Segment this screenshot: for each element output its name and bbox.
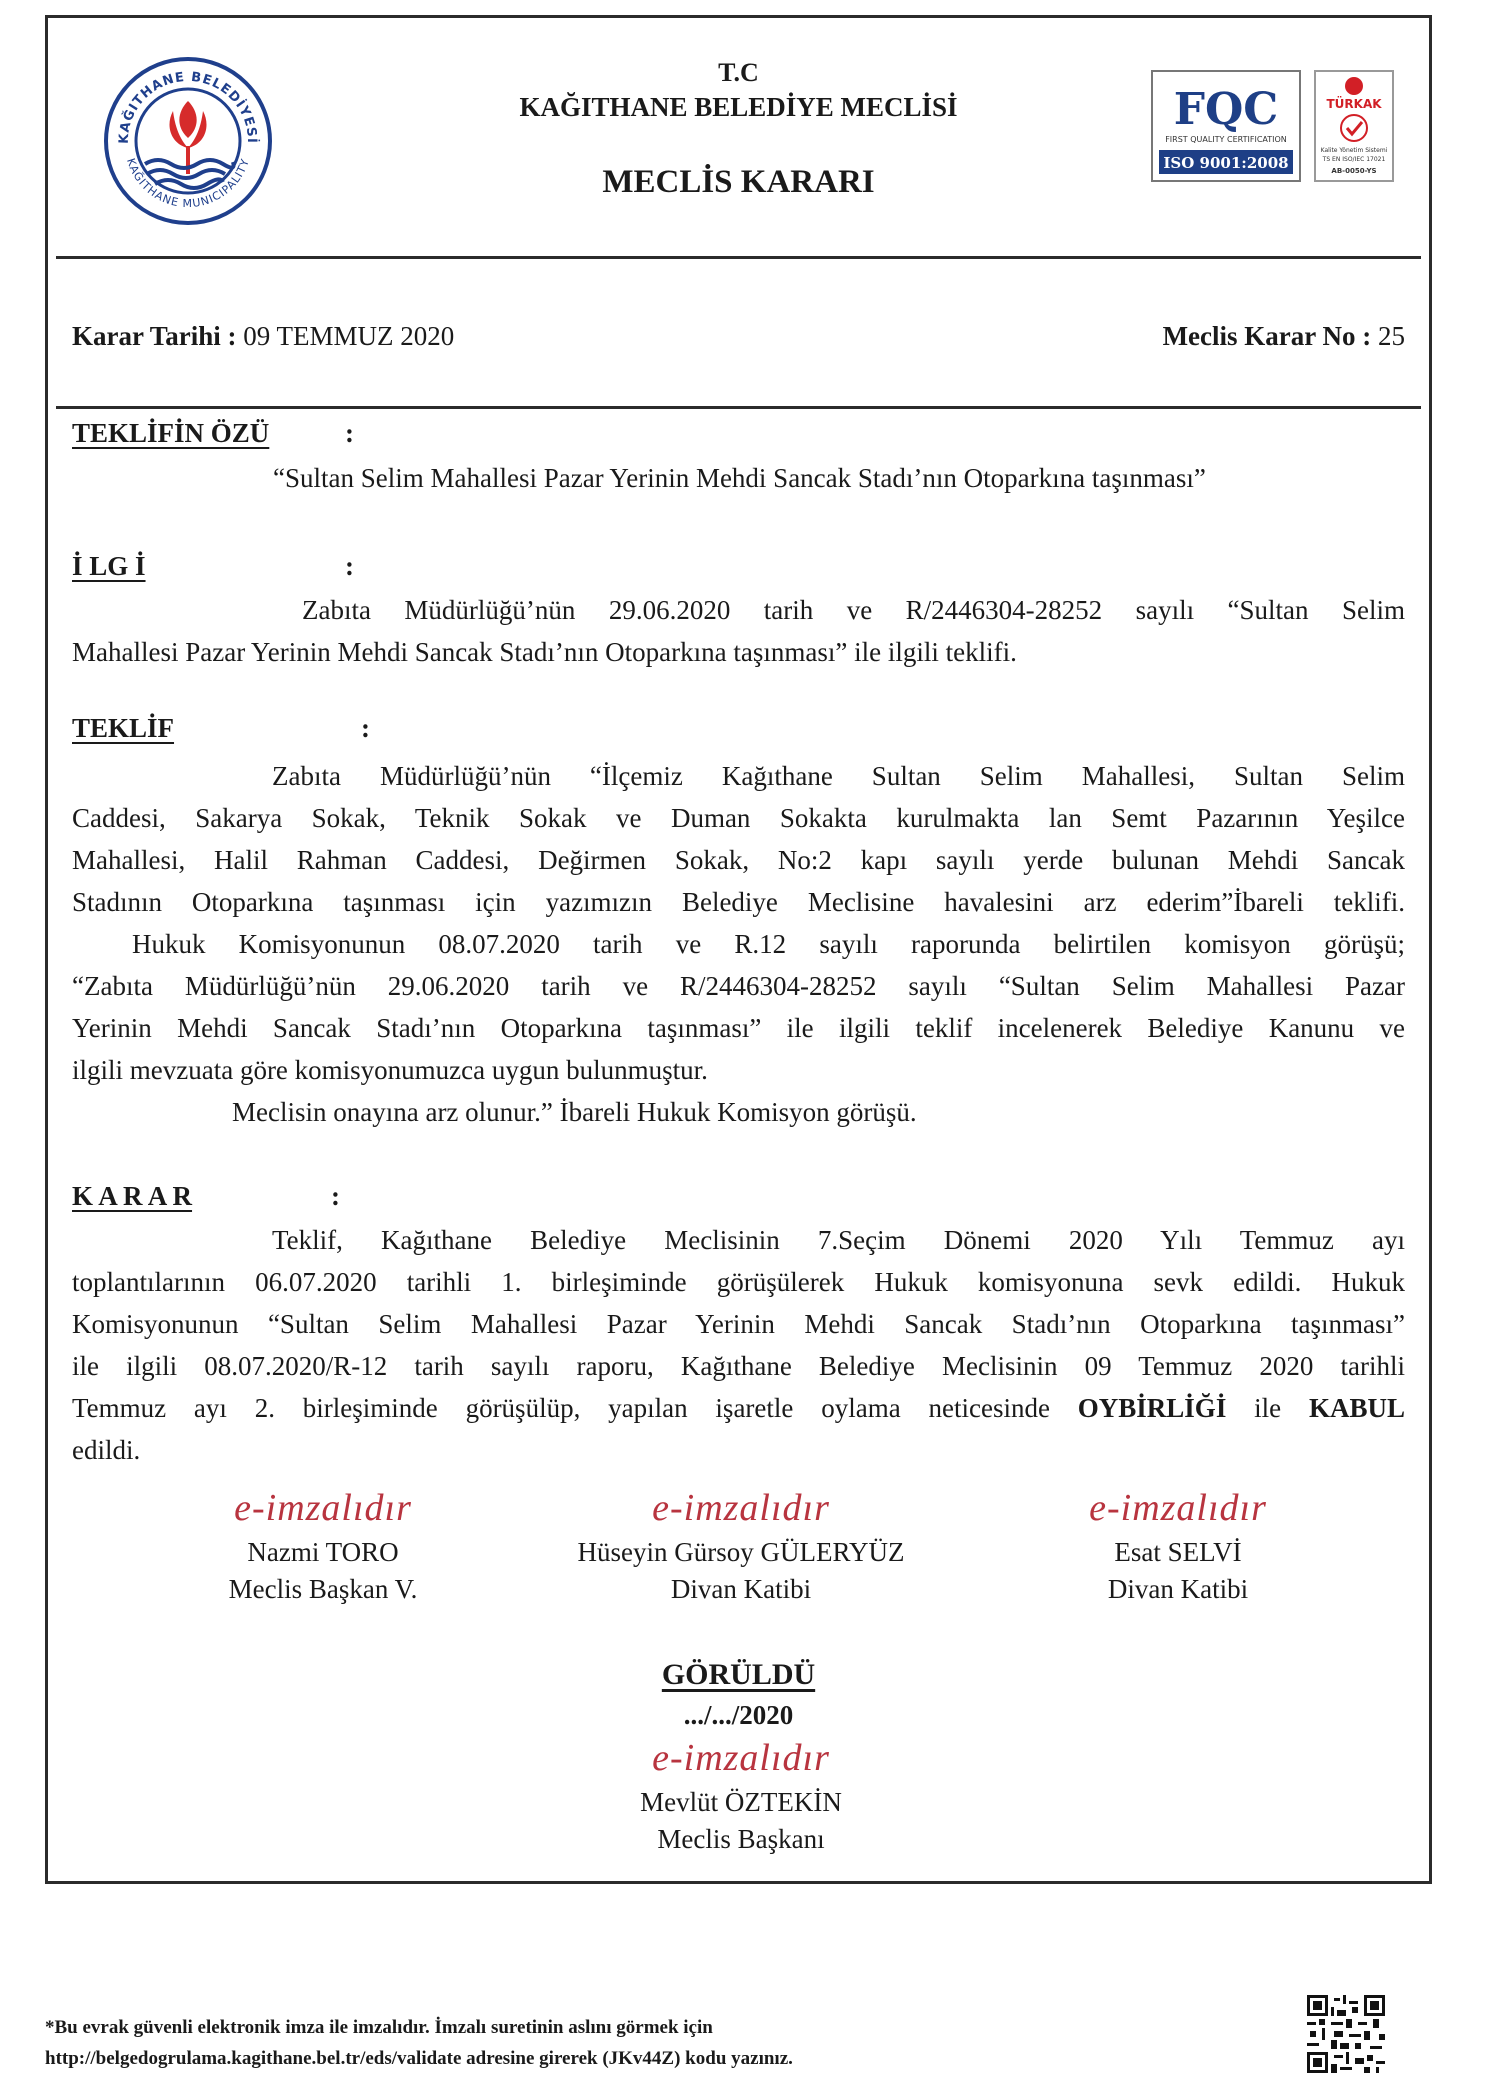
decision-date-value: 09 TEMMUZ 2020 [243, 321, 455, 351]
fqc-subtext: FIRST QUALITY CERTIFICATION [1165, 135, 1287, 144]
logo-text-top: KAĞITHANE BELEDİYESİ [116, 69, 260, 145]
signer-name: Nazmi TORO [247, 1537, 399, 1567]
ilgi-line: Zabıta Müdürlüğü’nün 29.06.2020 tarih ve R/2446304-28252 sayılı “Sultan Selim [302, 595, 1405, 625]
karar-line: toplantılarının 06.07.2020 tarihli 1. birleşiminde görüşülerek Hukuk komisyonuna sevk edildi. Hukuk [72, 1267, 1405, 1297]
decision-number [1163, 316, 1405, 356]
qr-code [1307, 1995, 1385, 2073]
teklif-line: Caddesi, Sakarya Sokak, Teknik Sokak ve Duman Sokakta kurulmakta lan Semt Pazarının Yeşilce [72, 803, 1405, 833]
country-label: T.C [718, 58, 759, 87]
signer-title: Divan Katibi [670, 1574, 812, 1604]
section-heading-teklif: TEKLİF : [72, 713, 370, 743]
document-type-title: MECLİS KARARI [602, 164, 875, 200]
teklif-line: Stadının Otoparkına taşınması için yazımızın Belediye Meclisine havalesini arz ederim”İbareli teklifi. [72, 887, 1405, 917]
signer-name: Hüseyin Gürsoy GÜLERYÜZ [577, 1537, 905, 1567]
section-heading-teklif-ozu: TEKLİFİN ÖZÜ : [72, 418, 354, 448]
teklif-line: Zabıta Müdürlüğü’nün “İlçemiz Kağıthane Sultan Selim Mahallesi, Sultan Selim [272, 761, 1405, 791]
decision-date-label: Karar Tarihi : [72, 321, 237, 351]
fqc-text: FQC [1173, 84, 1279, 135]
meta-divider [56, 406, 1421, 409]
fqc-iso-badge [1151, 70, 1301, 187]
teklif-line: ilgili mevzuata göre komisyonumuzca uygun bulunmuştur. [72, 1055, 708, 1085]
decision-number-label: Meclis Karar No : [1162, 321, 1372, 351]
e-signature-stamp: e-imzalıdır [652, 1487, 830, 1529]
iso-text: ISO 9001:2008 [1163, 154, 1289, 172]
karar-paragraph [72, 1219, 1405, 1471]
verification-link[interactable]: http://belgedogrulama.kagithane.bel.tr/eds/validate adresine girerek (JKv44Z) kodu yazınız. [45, 2048, 793, 2069]
karar-line: edildi. [72, 1435, 141, 1465]
signature-block [968, 1486, 1388, 1608]
teklif-line: “Zabıta Müdürlüğü’nün 29.06.2020 tarih ve R/2446304-28252 sayılı “Sultan Selim Mahallesi Pazar [72, 971, 1405, 1001]
section-heading-karar: K A R A R : [72, 1181, 340, 1211]
svg-text:TS EN ISO/IEC 17021: TS EN ISO/IEC 17021 [1322, 156, 1386, 163]
verification-line: *Bu evrak güvenli elektronik imza ile imzalıdır. İmzalı suretinin aslını görmek için [45, 2017, 713, 2038]
e-signature-stamp: e-imzalıdır [652, 1737, 830, 1779]
e-signature-stamp: e-imzalıdır [1089, 1487, 1267, 1529]
teklif-line: Meclisin onayına arz olunur.” İbareli Hukuk Komisyon görüşü. [232, 1097, 917, 1127]
signer-title: Meclis Başkan V. [228, 1574, 418, 1604]
signer-title: Divan Katibi [1107, 1574, 1249, 1604]
approved-heading: GÖRÜLDÜ [661, 1658, 816, 1691]
approval-signature-block [531, 1736, 951, 1858]
ilgi-line: Mahallesi Pazar Yerinin Mehdi Sancak Stadı’nın Otoparkına taşınması” ile ilgili teklifi. [72, 637, 1017, 667]
approver-name: Mevlüt ÖZTEKİN [640, 1787, 842, 1817]
approval-date: .../.../2020 [683, 1700, 794, 1730]
svg-text:Kalite Yönetim Sistemi: Kalite Yönetim Sistemi [1320, 147, 1388, 154]
teklif-line: Hukuk Komisyonunun 08.07.2020 tarih ve R.12 sayılı raporunda belirtilen komisyon görüşü; [132, 929, 1405, 959]
karar-line: ile ilgili 08.07.2020/R-12 tarih sayılı raporu, Kağıthane Belediye Meclisinin 09 Temmuz 2020 tarihli [72, 1351, 1405, 1381]
karar-line: Teklif, Kağıthane Belediye Meclisinin 7.Seçim Dönemi 2020 Yılı Temmuz ayı [272, 1225, 1405, 1255]
signer-name: Esat SELVİ [1114, 1537, 1242, 1567]
section-heading-ilgi: İ LG İ : [72, 551, 354, 581]
karar-line: Komisyonunun “Sultan Selim Mahallesi Pazar Yerinin Mehdi Sancak Stadı’nın Otoparkına taşınması” [72, 1309, 1405, 1339]
decision-date [72, 316, 454, 356]
verification-note [45, 2012, 793, 2074]
teklif-paragraph [72, 755, 1405, 1133]
e-signature-stamp: e-imzalıdır [234, 1487, 412, 1529]
document-frame [45, 15, 1432, 1884]
karar-line: Temmuz ayı 2. birleşiminde görüşülüp, yapılan işaretle oylama neticesinde OYBİRLİĞİ ile KABUL [72, 1393, 1405, 1423]
signature-block [113, 1486, 533, 1608]
turkak-text: TÜRKAK [1326, 97, 1382, 111]
turkak-badge [1314, 70, 1394, 187]
accepted-label: KABUL [1308, 1393, 1405, 1423]
svg-text:AB-0050-YS: AB-0050-YS [1331, 167, 1377, 175]
council-title: KAĞITHANE BELEDİYE MECLİSİ [519, 92, 958, 122]
signature-block [531, 1486, 951, 1608]
logo-text-bottom: KAĞITHANE MUNICIPALITY [124, 156, 252, 211]
teklif-line: Mahallesi, Halil Rahman Caddesi, Değirmen Sokak, No:2 kapı sayılı yerde bulunan Mehdi Sancak [72, 845, 1405, 875]
header-divider [56, 256, 1421, 259]
decision-number-value: 25 [1378, 321, 1405, 351]
ilgi-paragraph [72, 589, 1405, 673]
teklif-ozu-text: “Sultan Selim Mahallesi Pazar Yerinin Mehdi Sancak Stadı’nın Otoparkına taşınması” [273, 463, 1206, 493]
teklif-line: Yerinin Mehdi Sancak Stadı’nın Otoparkına taşınması” ile ilgili teklif incelenerek Belediye Kanunu ve [72, 1013, 1405, 1043]
unanimous-label: OYBİRLİĞİ [1077, 1393, 1227, 1423]
approver-title: Meclis Başkanı [657, 1824, 825, 1854]
